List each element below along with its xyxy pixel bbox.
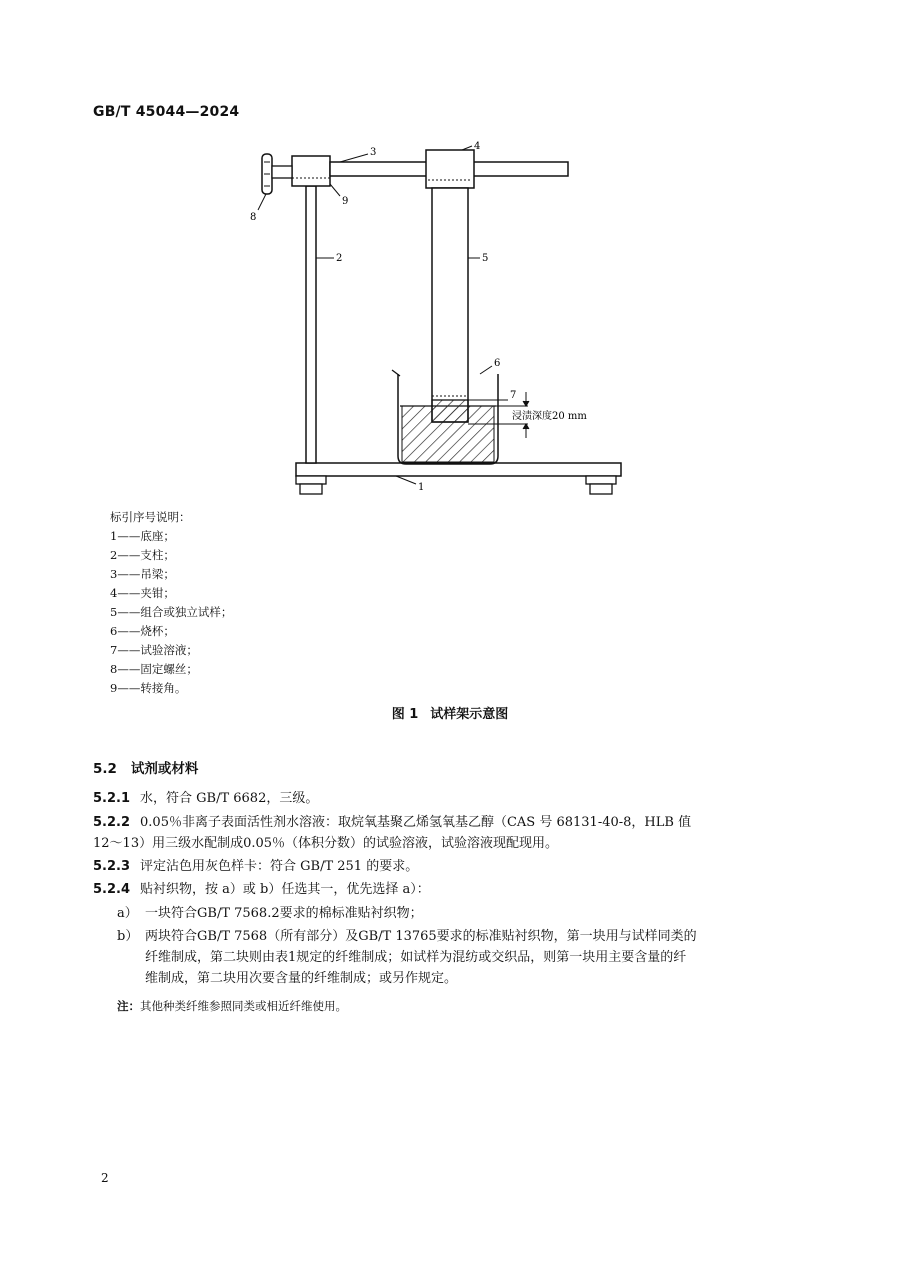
clause-text: 评定沾色用灰色样卡：符合 GB/T 251 的要求。 — [140, 859, 419, 874]
specimen — [432, 188, 468, 422]
legend-item: 4——夹钳； — [110, 586, 175, 600]
callout-2: 2 — [336, 253, 343, 264]
right-foot — [586, 476, 616, 484]
legend-title: 标引序号说明： — [110, 510, 191, 524]
callout-4: 4 — [474, 141, 481, 152]
figure-legend — [110, 508, 232, 698]
figure-caption — [0, 703, 900, 722]
clause-number: 5.2.3 — [93, 859, 131, 874]
note-text: 其他种类纤维参照同类或相近纤维使用。 — [140, 999, 347, 1013]
standard-code: GB/T 45044—2024 — [93, 104, 240, 120]
legend-item: 5——组合或独立试样； — [110, 605, 233, 619]
figure-title: 试样架示意图 — [430, 707, 509, 722]
legend-item: 2——支柱； — [110, 548, 175, 562]
item-text: 两块符合GB/T 7568（所有部分）及GB/T 13765要求的标准贴衬织物，第一块用与试样同类的 — [145, 929, 697, 944]
clause-text: 0.05％非离子表面活性剂水溶液：取烷氧基聚乙烯氢氧基乙醇（CAS 号 68131-40-8，HLB 值 — [140, 815, 692, 830]
page-number: 2 — [101, 1171, 109, 1185]
item-text-cont: 维制成，第二块用次要含量的纤维制成；或另作规定。 — [145, 971, 458, 986]
legend-item: 6——烧杯； — [110, 624, 175, 638]
item-text: 一块符合GB/T 7568.2要求的棉标准贴衬织物； — [145, 906, 423, 921]
clamp — [426, 150, 474, 188]
clause-number: 5.2.4 — [93, 882, 131, 897]
clause-text-cont: 12～13）用三级水配制成0.05％（体积分数）的试验溶液，试验溶液现配现用。 — [93, 836, 559, 851]
note — [117, 998, 347, 1014]
callout-5: 5 — [482, 253, 489, 264]
depth-label: 浸渍深度20 mm — [512, 411, 587, 422]
callout-6: 6 — [494, 358, 501, 369]
clause-text: 贴衬织物，按 a）或 b）任选其一，优先选择 a）： — [140, 882, 430, 897]
callout-9: 9 — [342, 196, 349, 207]
legend-item: 7——试验溶液； — [110, 643, 198, 657]
note-label: 注： — [117, 999, 140, 1013]
section-heading — [93, 757, 198, 777]
item-mark: b） — [117, 929, 139, 944]
callout-1: 1 — [418, 482, 425, 493]
legend-item: 8——固定螺丝； — [110, 662, 198, 676]
adapter-joint — [292, 156, 330, 186]
left-foot — [296, 476, 326, 484]
legend-item: 1——底座； — [110, 529, 175, 543]
clause-5-2-4 — [93, 879, 793, 900]
clause-text: 水，符合 GB/T 6682，三级。 — [140, 791, 319, 806]
item-mark: a） — [117, 906, 138, 921]
clause-5-2-1 — [93, 788, 793, 809]
callout-7: 7 — [510, 390, 517, 401]
specimen-holder-figure — [240, 138, 640, 508]
list-item-b — [117, 926, 797, 989]
base-plate — [296, 463, 621, 476]
clause-number: 5.2.2 — [93, 815, 131, 830]
pillar — [306, 186, 316, 463]
clause-5-2-3 — [93, 856, 793, 877]
legend-item: 3——吊梁； — [110, 567, 175, 581]
clause-5-2-2 — [93, 812, 793, 854]
figure-number: 图 1 — [391, 707, 419, 722]
callout-3: 3 — [370, 147, 377, 158]
list-item-a — [117, 903, 797, 924]
section-title: 试剂或材料 — [130, 761, 199, 777]
section-number: 5.2 — [93, 761, 117, 777]
callout-8: 8 — [250, 212, 257, 223]
item-text-cont: 纤维制成，第二块则由表1规定的纤维制成；如试样为混纺或交织品，则第一块用主要含量的纤 — [145, 950, 687, 965]
clause-number: 5.2.1 — [93, 791, 131, 806]
legend-item: 9——转接角。 — [110, 681, 187, 695]
